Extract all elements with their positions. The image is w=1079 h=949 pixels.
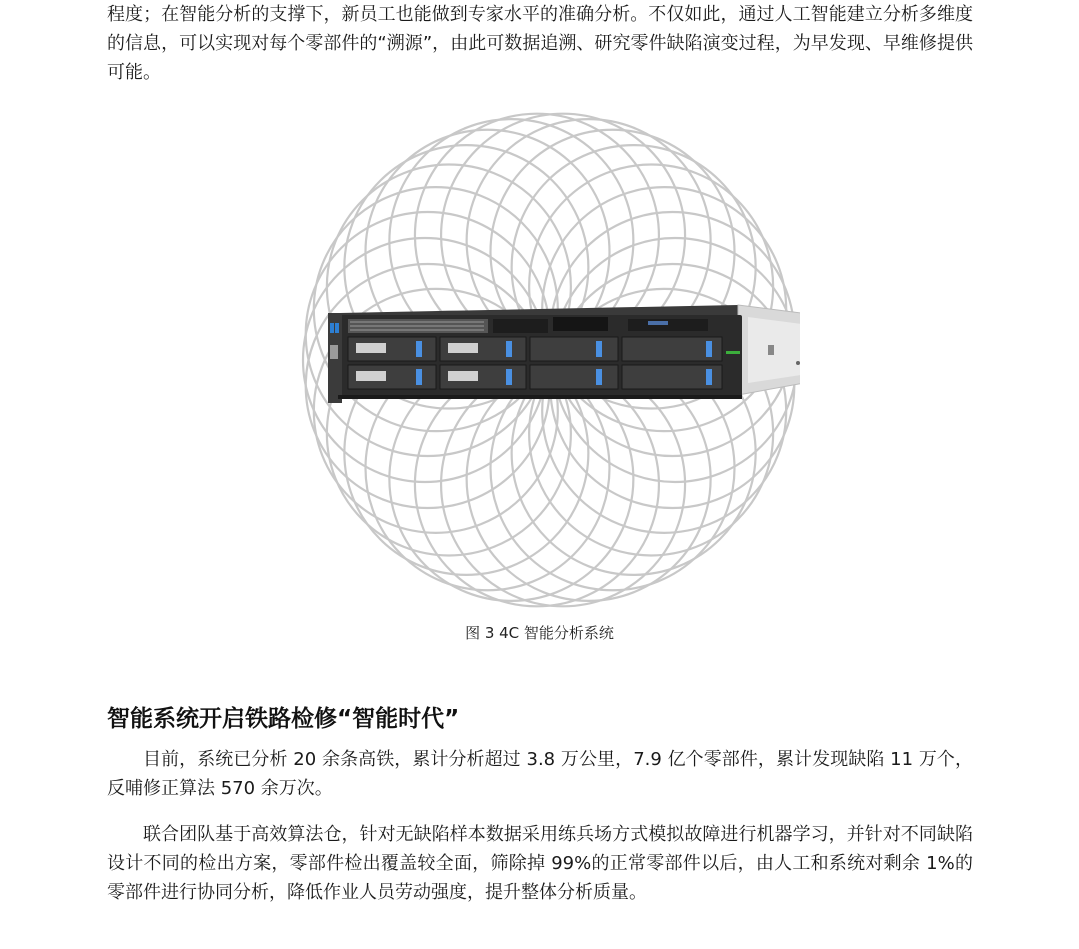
figure-caption: 图 3 4C 智能分析系统: [465, 624, 614, 642]
figure-image: [300, 110, 800, 610]
body-paragraph: 目前，系统已分析 20 余条高铁，累计分析超过 3.8 万公里，7.9 亿个零部件，累计发现缺陷 11 万个，反哺修正算法 570 余万次。: [107, 749, 973, 799]
section-heading: 智能系统开启铁路检修“智能时代”: [107, 706, 460, 732]
rack-server-image: [328, 305, 800, 403]
body-paragraph: 程度；在智能分析的支撑下，新员工也能做到专家水平的准确分析。不仅如此，通过人工智能建立分析多维度的信息，可以实现对每个零部件的“溯源”，由此可数据追溯、研究零件缺陷演变过程，为早发现、早维修提供可能。: [107, 4, 973, 83]
body-paragraph: 联合团队基于高效算法仓，针对无缺陷样本数据采用练兵场方式模拟故障进行机器学习，并针对不同缺陷设计不同的检出方案，零部件检出覆盖较全面，筛除掉 99%的正常零部件以后，由人工和系统对剩余 1%的零部件进行协同分析，降低作业人员劳动强度，提升整体分析质量。: [107, 824, 973, 903]
